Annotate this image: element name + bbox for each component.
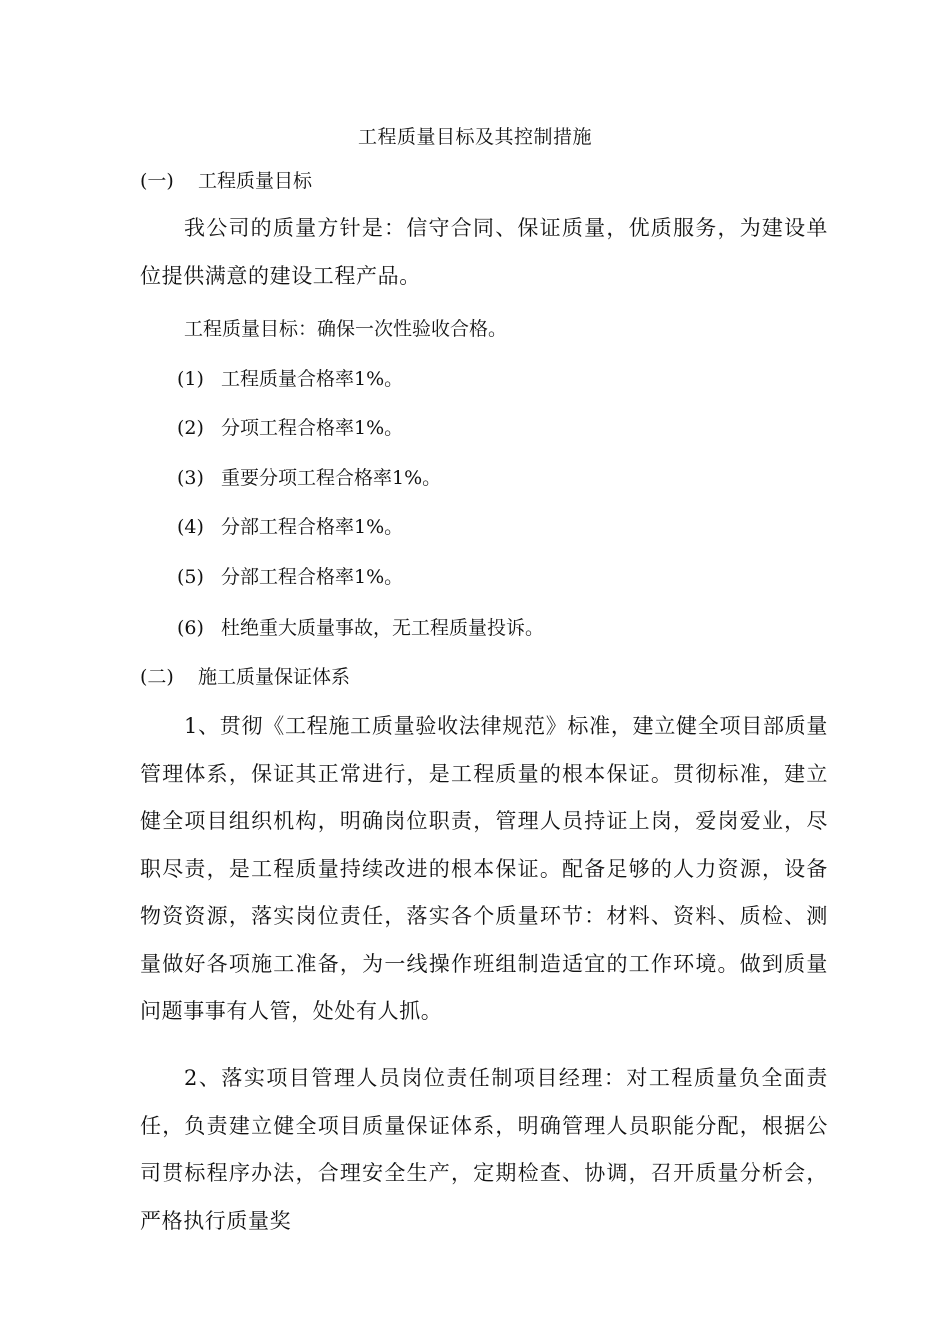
list-item-number: (2) — [177, 417, 204, 439]
body-paragraph-2: 2、落实项目管理人员岗位责任制项目经理：对工程质量负全面责任，负责建立健全项目质量保证体系，明确管理人员职能分配，根据公司贯标程序办法，合理安全生产，定期检查、协调，召开质量分析会，严格执行质量奖 — [140, 1066, 828, 1233]
document-title: 工程质量目标及其控制措施 — [357, 126, 592, 148]
list-item-number: (5) — [177, 566, 204, 588]
list-item-number: (1) — [177, 368, 204, 390]
body-paragraph-1: 1、贯彻《工程施工质量验收法律规范》标准，建立健全项目部质量管理体系，保证其正常进行，是工程质量的根本保证。贯彻标准，建立健全项目组织机构，明确岗位职责，管理人员持证上岗，爱岗爱业，尽职尽责，是工程质量持续改进的根本保证。配备足够的人力资源，设备物资资源，落实岗位责任，落实各个质量环节：材料、资料、质检、测量做好各项施工准备，为一线操作班组制造适宜的工作环境。做到质量问题事事有人管，处处有人抓。 — [140, 714, 828, 1023]
section-heading-text: 工程质量目标 — [198, 170, 313, 192]
list-item-number: (6) — [177, 617, 204, 639]
list-item — [177, 513, 403, 541]
quality-policy-paragraph: 我公司的质量方针是：信守合同、保证质量，优质服务，为建设单位提供满意的建设工程产品。 — [140, 216, 828, 288]
list-item — [177, 563, 403, 591]
list-item-text: 重要分项工程合格率1%。 — [221, 467, 442, 489]
list-item — [177, 414, 403, 442]
list-item-text: 分部工程合格率1%。 — [221, 516, 404, 538]
list-item — [177, 365, 403, 393]
section-heading-1 — [140, 167, 312, 195]
list-item — [177, 614, 544, 642]
list-item-text: 分项工程合格率1%。 — [221, 417, 404, 439]
list-item-text: 分部工程合格率1%。 — [221, 566, 404, 588]
list-item-number: (3) — [177, 467, 204, 489]
list-item-number: (4) — [177, 516, 204, 538]
quality-goal-line: 工程质量目标：确保一次性验收合格。 — [184, 318, 508, 340]
section-number: (二) — [140, 666, 174, 688]
list-item-text: 杜绝重大质量事故，无工程质量投诉。 — [221, 617, 545, 639]
list-item — [177, 464, 441, 492]
list-item-text: 工程质量合格率1%。 — [221, 368, 404, 390]
section-heading-2 — [140, 663, 350, 691]
section-number: (一) — [140, 170, 174, 192]
section-heading-text: 施工质量保证体系 — [198, 666, 351, 688]
